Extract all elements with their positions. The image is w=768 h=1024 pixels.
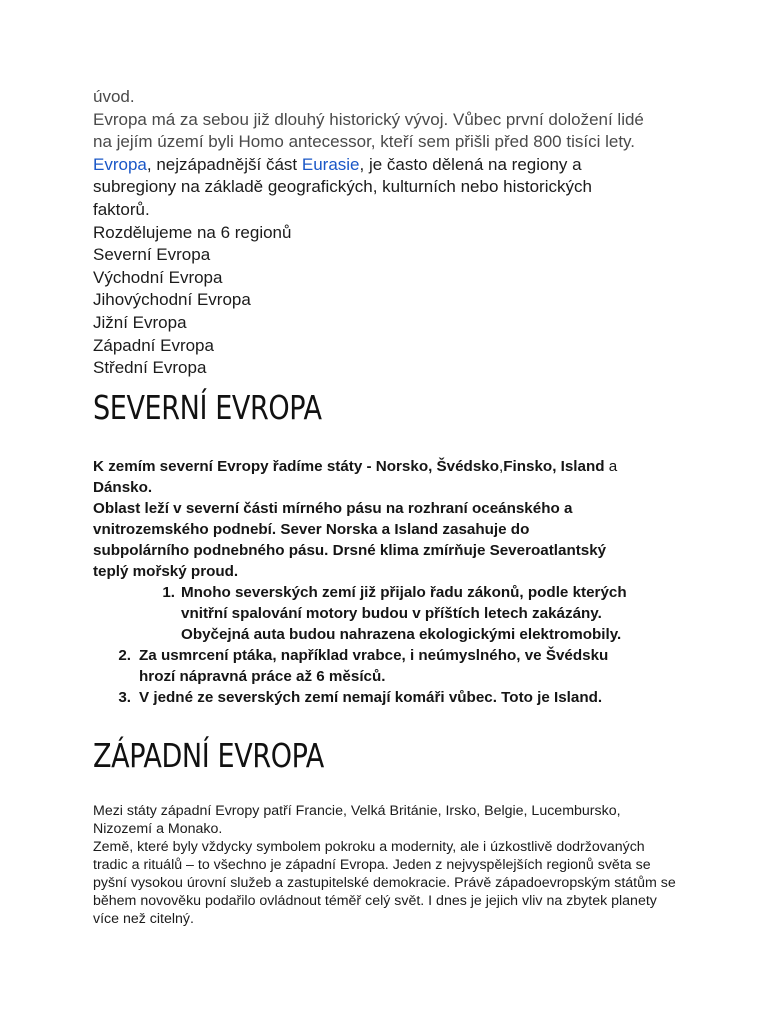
intro-section — [93, 86, 693, 380]
list-item-line: Za usmrcení ptáka, například vrabce, i neúmyslného, ve Švédsku — [139, 647, 609, 664]
list-item — [93, 582, 693, 645]
intro-history-line-2: na jejím území byli Homo antecessor, kteří sem přišli před 800 tisíci lety. — [93, 132, 635, 152]
north-states-comma: , — [499, 458, 504, 475]
list-item-line: Mnoho severských zemí již přijalo řadu zákonů, podle kterých — [181, 584, 627, 601]
intro-uvod: úvod. — [93, 87, 135, 106]
west-text-line: Země, které byly vždycky symbolem pokroku a modernity, ale i úzkostlivě dodržovaných — [93, 839, 645, 855]
list-number: 3. — [118, 689, 131, 706]
west-text-line: Mezi státy západní Evropy patří Francie, Velká Británie, Irsko, Belgie, Lucembursko, — [93, 803, 621, 819]
north-states-line — [93, 456, 693, 477]
link-eurasie[interactable]: Eurasie — [301, 154, 360, 174]
heading-west-europe: ZÁPADNÍ EVROPA — [93, 736, 324, 775]
list-item-line: V jedné ze severských zemí nemají komáři vůbec. Toto je Island. — [139, 689, 603, 706]
north-states-d: a — [604, 458, 618, 475]
intro-text-c: subregiony na základě geografických, kulturních nebo historických — [93, 177, 592, 197]
west-text-line: během novověku podařilo ovládnout téměř celý svět. I dnes je jejich vliv na zbytek planety — [93, 893, 657, 909]
west-text-line: tradic a rituálů – to všechno je západní Evropa. Jeden z nejvyspělejších regionů světa se — [93, 857, 651, 873]
list-number: 2. — [118, 647, 131, 664]
west-text-line: pyšní vysokou úrovní služeb a zastupitelské demokracie. Právě západoevropským státům se — [93, 875, 676, 891]
intro-eurasia-line — [93, 154, 693, 177]
list-item-line: Obyčejná auta budou nahrazena ekologickými elektromobily. — [181, 626, 622, 643]
intro-text-d: faktorů. — [93, 199, 150, 219]
west-section — [93, 802, 693, 928]
regions-title: Rozdělujeme na 6 regionů — [93, 222, 292, 242]
north-climate-line: Oblast leží v severní části mírného pásu na rozhraní oceánského a — [93, 500, 573, 517]
heading-north-europe: SEVERNÍ EVROPA — [93, 388, 322, 427]
north-climate-line: teplý mořský proud. — [93, 563, 239, 580]
list-number: 1. — [162, 584, 175, 601]
region-item: Východní Evropa — [93, 267, 223, 287]
north-states-c: Finsko, Island — [503, 458, 605, 475]
intro-history-line-1: Evropa má za sebou již dlouhý historický vývoj. Vůbec první doložení lidé — [93, 109, 644, 129]
list-item-line: vnitřní spalování motory budou v příštích letech zakázány. — [181, 605, 602, 622]
region-item: Západní Evropa — [93, 335, 214, 355]
region-item: Severní Evropa — [93, 245, 211, 265]
north-states-e: Dánsko. — [93, 479, 153, 496]
north-states-a: K zemím severní Evropy řadíme státy - Norsko, Švédsko — [93, 458, 500, 475]
west-text-line: Nizozemí a Monako. — [93, 821, 223, 837]
link-evropa[interactable]: Evropa — [93, 154, 147, 174]
region-item: Jihovýchodní Evropa — [93, 290, 251, 310]
list-item-line: hrozí nápravná práce až 6 měsíců. — [139, 668, 386, 685]
region-item: Jižní Evropa — [93, 312, 187, 332]
region-item: Střední Evropa — [93, 358, 207, 378]
list-item — [93, 645, 693, 687]
west-text-line: více než citelný. — [93, 911, 194, 927]
list-item — [93, 687, 693, 708]
north-section — [93, 456, 693, 708]
facts-list — [93, 582, 693, 708]
north-climate-line: vnitrozemského podnebí. Sever Norska a Island zasahuje do — [93, 521, 530, 538]
north-climate-line: subpolárního podnebného pásu. Drsné klima zmírňuje Severoatlantský — [93, 542, 607, 559]
intro-text-b: , je často dělená na regiony a — [359, 154, 582, 174]
intro-text-a: , nejzápadnější část — [146, 154, 302, 174]
